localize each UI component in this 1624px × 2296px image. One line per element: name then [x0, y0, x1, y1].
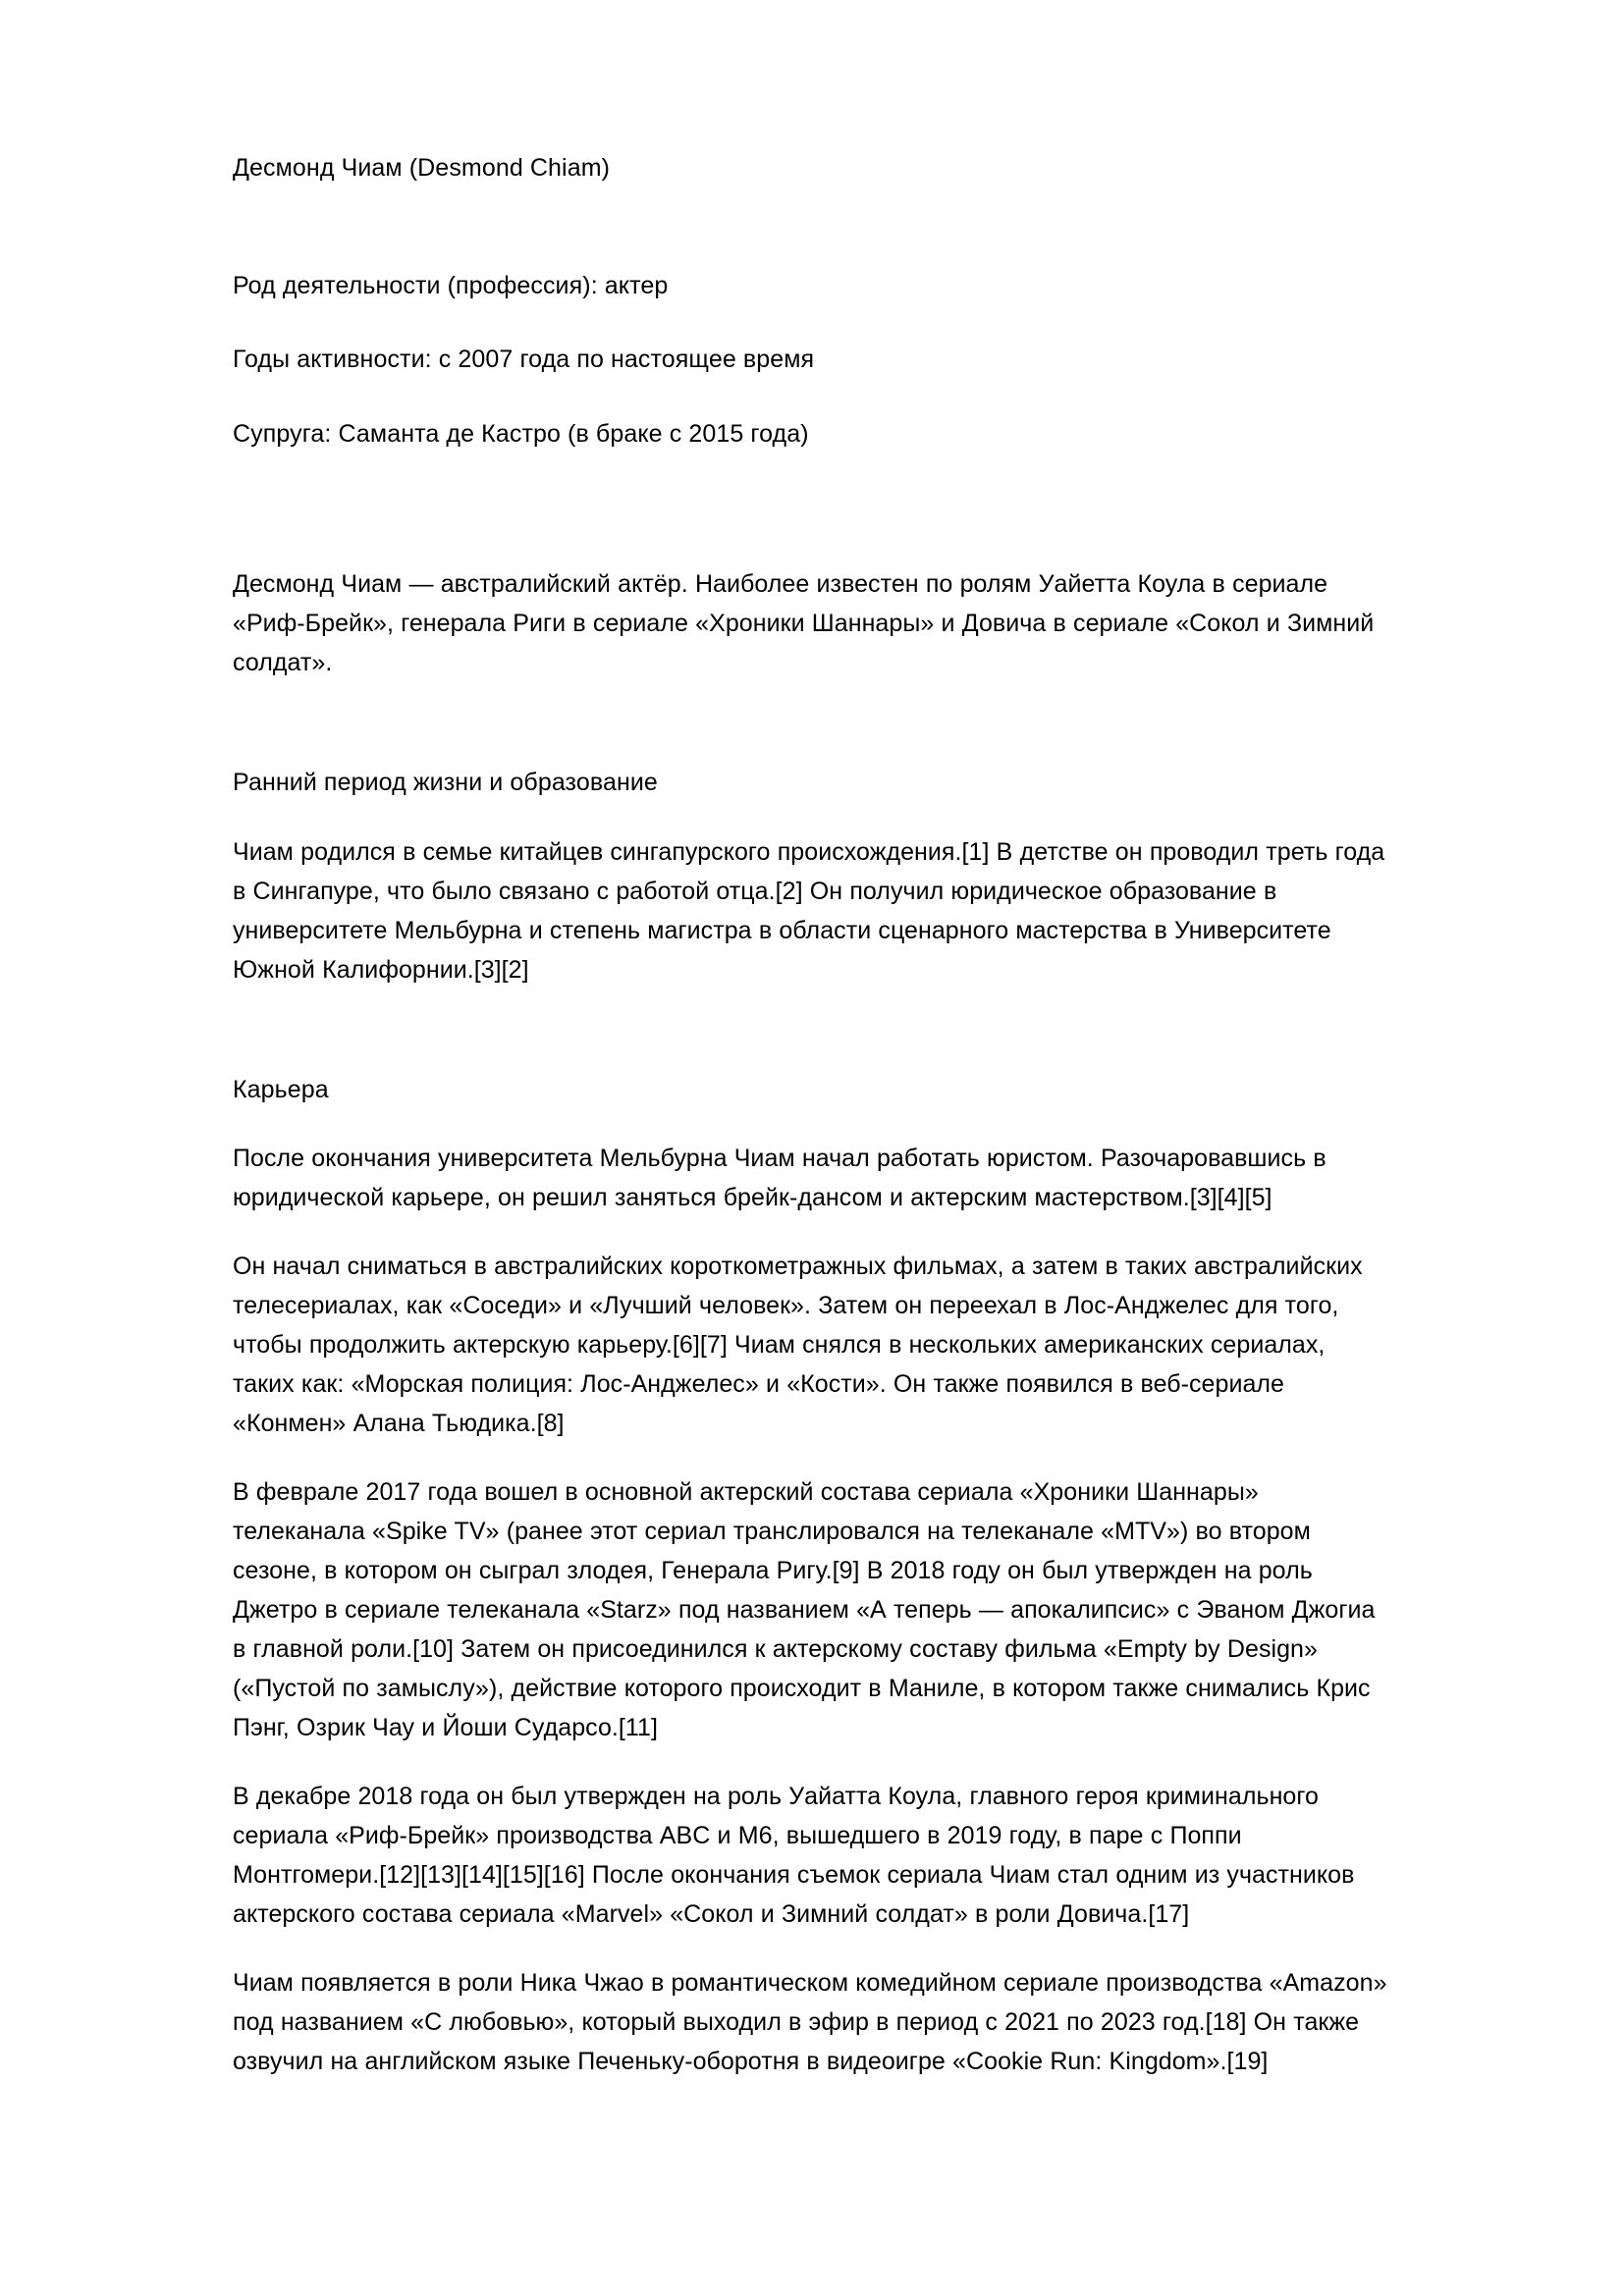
meta-years-active: Годы активности: с 2007 года по настоящее время [233, 346, 815, 373]
meta-spouse: Супруга: Саманта де Кастро (в браке с 2015 года) [233, 419, 809, 448]
paragraph-career-4: В декабре 2018 года он был утвержден на роль Уайатта Коула, главного героя криминального сериала «Риф-Брейк» производства ABC и M6, вышедшего в 2019 году, в паре с Поппи Монтгомери.[12][13][14][15][16] После окончания съемок сериала Чиам стал одним из участников актерского состава сериала «Marvel» «Сокол и Зимний солдат» в роли Довича.[17] [233, 1783, 1355, 1928]
meta-spacer [233, 492, 1391, 564]
paragraph-career-1: После окончания университета Мельбурна Чиам начал работать юристом. Разочаровавшись в юридической карьере, он решил заняться брейк-дансом и актерским мастерством.[3][4][5] [233, 1145, 1326, 1211]
paragraph-career-3: В феврале 2017 года вошел в основной актерский состава сериала «Хроники Шаннары» телеканала «Spike TV» (ранее этот сериал транслировался на телеканале «MTV») во втором сезоне, в котором он сыграл злодея, Генерала Ригу.[9] В 2018 году он был утвержден на роль Джетро в сериале телеканала «Starz» под названием «А теперь — апокалипсис» с Эваном Джогиа в главной роли.[10] Затем он присоединился к актерскому составу фильма «Empty by Design» («Пустой по замыслу»), действие которого происходит в Маниле, в котором также снимались Крис Пэнг, Озрик Чау и Йоши Сударсо.[11] [233, 1478, 1376, 1741]
section-spacer [233, 1019, 1391, 1074]
lead-paragraph: Десмонд Чиам — австралийский актёр. Наиболее известен по ролям Уайетта Коула в сериале «Риф-Брейк», генерала Риги в сериале «Хроники Шаннары» и Довича в сериале «Сокол и Зимний солдат». [233, 570, 1375, 676]
paragraph-career-5: Чиам появляется в роли Ника Чжао в романтическом комедийном сериале производства «Amazon» под названием «С любовью», который выходил в эфир в период с 2021 по 2023 год.[18] Он также озвучил на английском языке Печеньку-оборотня в видеоигре «Cookie Run: Kingdom».[19] [233, 1969, 1387, 2075]
lead-spacer [233, 712, 1391, 767]
section-heading-career: Карьера [233, 1075, 329, 1103]
section-heading-early-life: Ранний период жизни и образование [233, 769, 658, 796]
paragraph-career-2: Он начал сниматься в австралийских короткометражных фильмах, а затем в таких австралийских телесериалах, как «Соседи» и «Лучший человек». Затем он переехал в Лос-Анджелес для того, чтобы продолжить актерскую карьеру.[6][7] Чиам снялся в нескольких американских сериалах, таких как: «Морская полиция: Лос-Анджелес» и «Кости». Он также появился в веб-сериале «Конмен» Алана Тьюдика.[8] [233, 1253, 1363, 1437]
page-title: Десмонд Чиам (Desmond Chiam) [233, 154, 611, 182]
document-body [233, 152, 1391, 2081]
title-spacer [233, 185, 1391, 270]
meta-occupation: Род деятельности (профессия): актер [233, 271, 669, 299]
paragraph-early-life-1: Чиам родился в семье китайцев сингапурского происхождения.[1] В детстве он проводил треть года в Сингапуре, что было связано с работой отца.[2] Он получил юридическое образование в университете Мельбурна и степень магистра в области сценарного мастерства в Университете Южной Калифорнии.[3][2] [233, 837, 1385, 984]
